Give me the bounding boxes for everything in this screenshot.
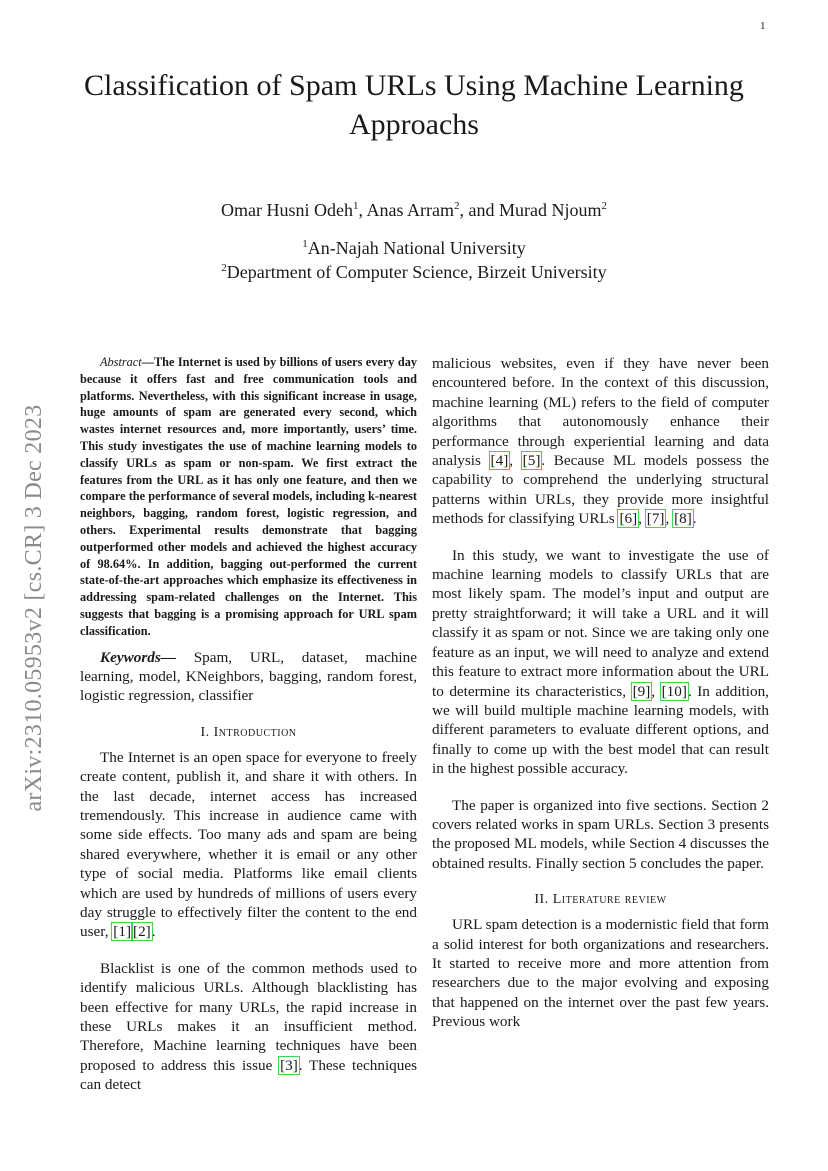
citation-link[interactable]: [8] xyxy=(674,510,692,528)
paragraph-text: Blacklist is one of the common methods used to identify malicious URLs. Although blacklisting has been effective for many URLs, the rapid increase in these URLs makes it an insufficient method. Therefore, Machine learning techniques have been proposed to address this issue xyxy=(80,959,417,1074)
citation-link[interactable]: [7] xyxy=(646,510,665,528)
intro-paragraph-1 xyxy=(80,748,417,942)
paragraph-text: . xyxy=(151,923,156,941)
paragraph-text: . These techniques can detect xyxy=(80,1056,417,1094)
affiliation-2 xyxy=(80,260,748,284)
citation-link[interactable]: [1] xyxy=(113,923,132,941)
page-number: 1 xyxy=(760,20,766,32)
author-affil-mark: 2 xyxy=(453,200,460,212)
abstract-text: The Internet is used by billions of users every day because it offers fast and free communication tools and platforms. Nevertheless, with this significant increase in usage, huge amounts of spam are generated every second, which wastes internet resources and, more importantly, users’ time. This study investigates the use of machine learning models to classify URLs as spam or non-spam. We first extract the features from the URL as it has only one feature, and then we compare the performance of several models, including k-nearest neighbors, bagging, random forest, logistic regression, and others. Experimental results demonstrate that bagging outperformed other models and achieved the highest accuracy of 98.64%. In addition, bagging out-performed the current state-of-the-art approaches which emphasize its effectiveness in addressing spam-related challenges on the Internet. This suggests that bagging is a promising approach for URL spam classification. xyxy=(80,355,417,638)
citation-link[interactable]: [9] xyxy=(632,682,651,700)
affiliation-mark: 1 xyxy=(302,238,308,250)
left-column xyxy=(80,354,417,1095)
keywords-text: Spam, URL, dataset, machine learning, model, KNeighbors, bagging, random forest, logistic regression, classifier xyxy=(80,648,417,705)
citation-link[interactable]: [10] xyxy=(661,682,687,700)
paragraph-text: , xyxy=(509,452,522,470)
paragraph-text: malicious websites, even if they have never been encountered before. In the context of this discussion, machine learning (ML) refers to the field of computer algorithms that autonomously enhance their performance through experiential learning and data analysis xyxy=(432,355,769,470)
keywords-lead: Keywords— xyxy=(100,648,176,666)
intro-paragraph-4 xyxy=(432,546,769,779)
author-line xyxy=(80,198,748,222)
author-separator: , and xyxy=(459,200,499,220)
right-column xyxy=(432,354,769,1032)
affiliation-name: An-Najah National University xyxy=(307,238,526,258)
paragraph-gap xyxy=(80,942,417,959)
author-affil-mark: 2 xyxy=(601,200,607,212)
author-name: Murad Njoum xyxy=(498,200,602,220)
paragraph-text: , xyxy=(638,510,646,528)
paragraph-text: . Because ML models possess the capability to comprehend the underlying structural patterns within URLs, they provide more insightful methods for classifying URLs xyxy=(432,452,770,528)
paragraph-text: . xyxy=(692,510,697,528)
intro-paragraph-3 xyxy=(432,354,769,529)
keywords xyxy=(80,648,417,706)
author-separator: , xyxy=(358,200,367,220)
author-affil-mark: 1 xyxy=(352,200,359,212)
author-name: Omar Husni Odeh xyxy=(221,200,353,220)
affiliation-name: Department of Computer Science, Birzeit University xyxy=(226,262,607,282)
author-name: Anas Arram xyxy=(366,200,454,220)
paragraph-text: , xyxy=(651,682,661,700)
citation-link[interactable]: [4] xyxy=(490,452,509,470)
section-heading-literature-review: II. Literature review xyxy=(534,892,667,908)
paragraph-text: , xyxy=(665,510,674,528)
paragraph-gap xyxy=(432,779,769,796)
intro-paragraph-2 xyxy=(80,959,417,1095)
citation-link[interactable]: [2] xyxy=(133,923,151,941)
arxiv-side-stamp: arXiv:2310.05953v2 [cs.CR] 3 Dec 2023 xyxy=(21,404,47,812)
citation-link[interactable]: [3] xyxy=(280,1056,298,1074)
paragraph-text: In this study, we want to investigate the use of machine learning models to classify URLs that are most likely spam. The model’s input and output are pretty straightforward; it will take a URL and it will classify it as spam or not. Since we are taking only one feature as an input, we will need to analyze and extend this feature to extract more information about the URL to determine its characteristics, xyxy=(432,546,769,700)
paper-title: Classification of Spam URLs Using Machine Learning Approachs xyxy=(84,69,744,141)
section-heading-introduction: I. Introduction xyxy=(200,724,297,740)
affiliation-1 xyxy=(80,236,748,260)
abstract xyxy=(80,354,417,640)
citation-link[interactable]: [6] xyxy=(619,510,638,528)
paragraph-text: The Internet is an open space for everyone to freely create content, publish it, and share it with others. In the last decade, internet access has increased tremendously. This increase in audience came with some side effects. Too many ads and spam are being shared everywhere, whether it is email or any other type of social media. Platforms like email clients which are used by hundreds of millions of users every day struggle to effectively filter the content to the end user, xyxy=(80,748,417,941)
paragraph-text: . In addition, we will build multiple machine learning models, with different parameters to evaluate different options, and finally to come up with the best model that can result in the highest possible accuracy. xyxy=(432,682,769,778)
abstract-dash: — xyxy=(141,355,154,369)
paragraph-gap xyxy=(432,529,769,546)
literature-paragraph-1: URL spam detection is a modernistic field that form a solid interest for both organizations and researchers. It started to receive more and more attention from researchers due to the major evolving and exposing that happened on the internet over the past few years. Previous work xyxy=(432,916,769,1031)
affiliation-mark: 2 xyxy=(221,262,227,274)
abstract-lead: Abstract xyxy=(100,355,142,369)
citation-link[interactable]: [5] xyxy=(522,452,541,470)
intro-paragraph-5: The paper is organized into five sections. Section 2 covers related works in spam URLs. Section 3 presents the proposed ML models, while Section 4 discusses the obtained results. Finally section 5 concludes the paper. xyxy=(432,796,769,872)
